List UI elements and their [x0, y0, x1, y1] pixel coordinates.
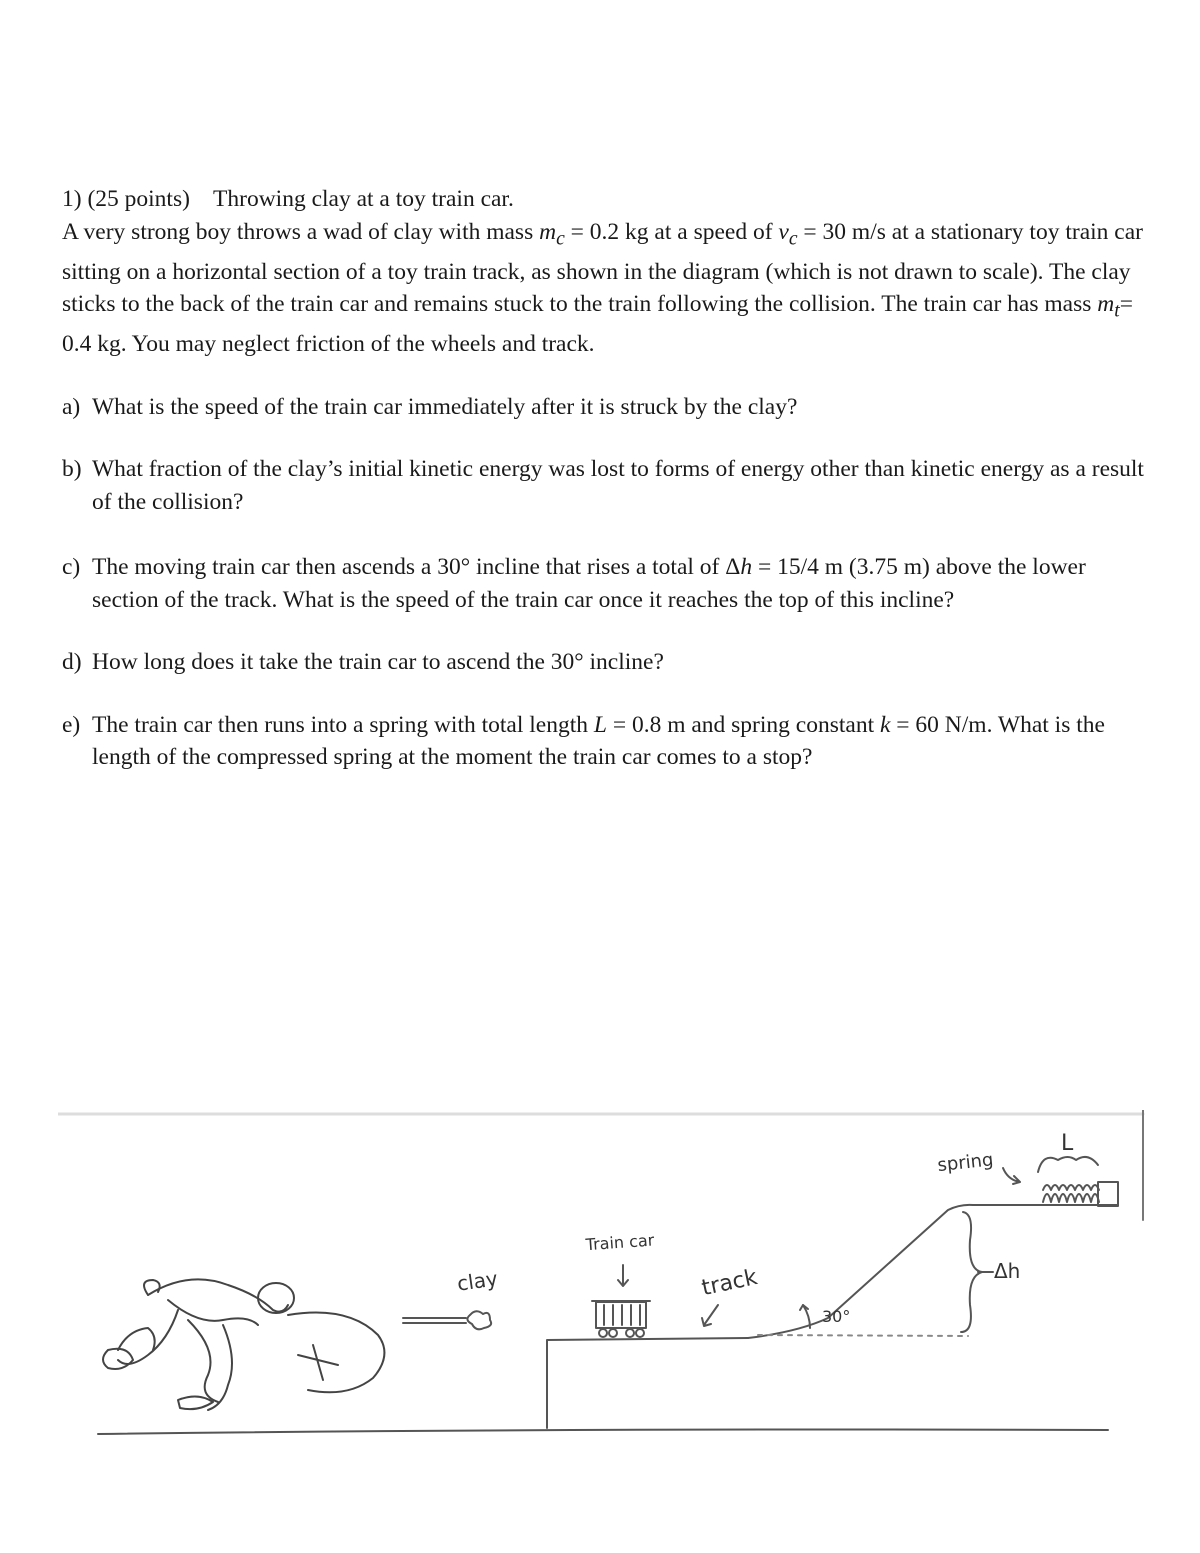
question-c — [62, 551, 1152, 616]
label-spring: spring — [936, 1149, 995, 1177]
question-label: d) — [62, 649, 82, 676]
ground-line — [98, 1430, 1108, 1435]
ramp-incline — [748, 1205, 1118, 1338]
clay-ball — [403, 1311, 491, 1329]
question-label: b) — [62, 456, 82, 483]
question-e — [62, 709, 1152, 774]
question-d — [62, 646, 1152, 679]
train-car — [592, 1301, 650, 1337]
label-train-car: Train car — [585, 1230, 655, 1255]
question-a — [62, 391, 1152, 424]
platform — [547, 1338, 748, 1428]
problem-title: Throwing clay at a toy train car. — [213, 186, 514, 212]
question-text: How long does it take the train car to ascend the 30° incline? — [92, 649, 664, 676]
label-length: L — [1061, 1131, 1074, 1156]
problem-header — [62, 183, 1152, 216]
question-text: The moving train car then ascends a 30° incline that rises a total of Δh = 15/4 m (3.75 m) above the lower section of the track. What is the speed of the train car once it reaches the top of this incline? — [92, 554, 1086, 613]
problem-number: 1) — [62, 186, 82, 212]
label-height: Δh — [994, 1259, 1021, 1283]
problem-points: (25 points) — [87, 186, 190, 212]
spring-arrow — [1003, 1168, 1020, 1184]
problem-text — [62, 183, 1152, 774]
question-text: The train car then runs into a spring with total length L = 0.8 m and spring constant k = 60 N/m. What is the length of the compressed spring at the moment the train car comes to a stop? — [92, 711, 1105, 771]
diagram — [58, 1110, 1150, 1500]
label-clay: clay — [455, 1266, 500, 1296]
label-angle: 30° — [822, 1307, 851, 1326]
question-label: c) — [62, 554, 81, 581]
question-label: e) — [62, 711, 81, 738]
question-label: a) — [62, 393, 81, 420]
question-text: What is the speed of the train car immediately after it is struck by the clay? — [92, 393, 798, 420]
boy-figure — [103, 1279, 384, 1410]
spring — [1043, 1182, 1118, 1206]
question-text: What fraction of the clay’s initial kinetic energy was lost to forms of energy other than kinetic energy as a result of the collision? — [92, 456, 1144, 515]
length-bracket — [1038, 1157, 1098, 1172]
question-b — [62, 453, 1152, 518]
problem-intro: A very strong boy throws a wad of clay with mass $m_c = 0.2$ kg at a speed of $v_c = 30$ m/s at a stationary toy train car sitting on a horizontal section of a toy train track, as shown in the diagram (which is not drawn to scale). The clay sticks to the back of the train car and remains stuck to the train following the collision. The train car has mass $m_t= 0.4$ kg. You may neglect friction of the wheels and track. — [62, 218, 1143, 358]
incline-baseline — [758, 1335, 968, 1336]
label-track: track — [699, 1264, 760, 1302]
train-car-arrow — [618, 1265, 628, 1286]
track-arrow — [702, 1305, 718, 1326]
